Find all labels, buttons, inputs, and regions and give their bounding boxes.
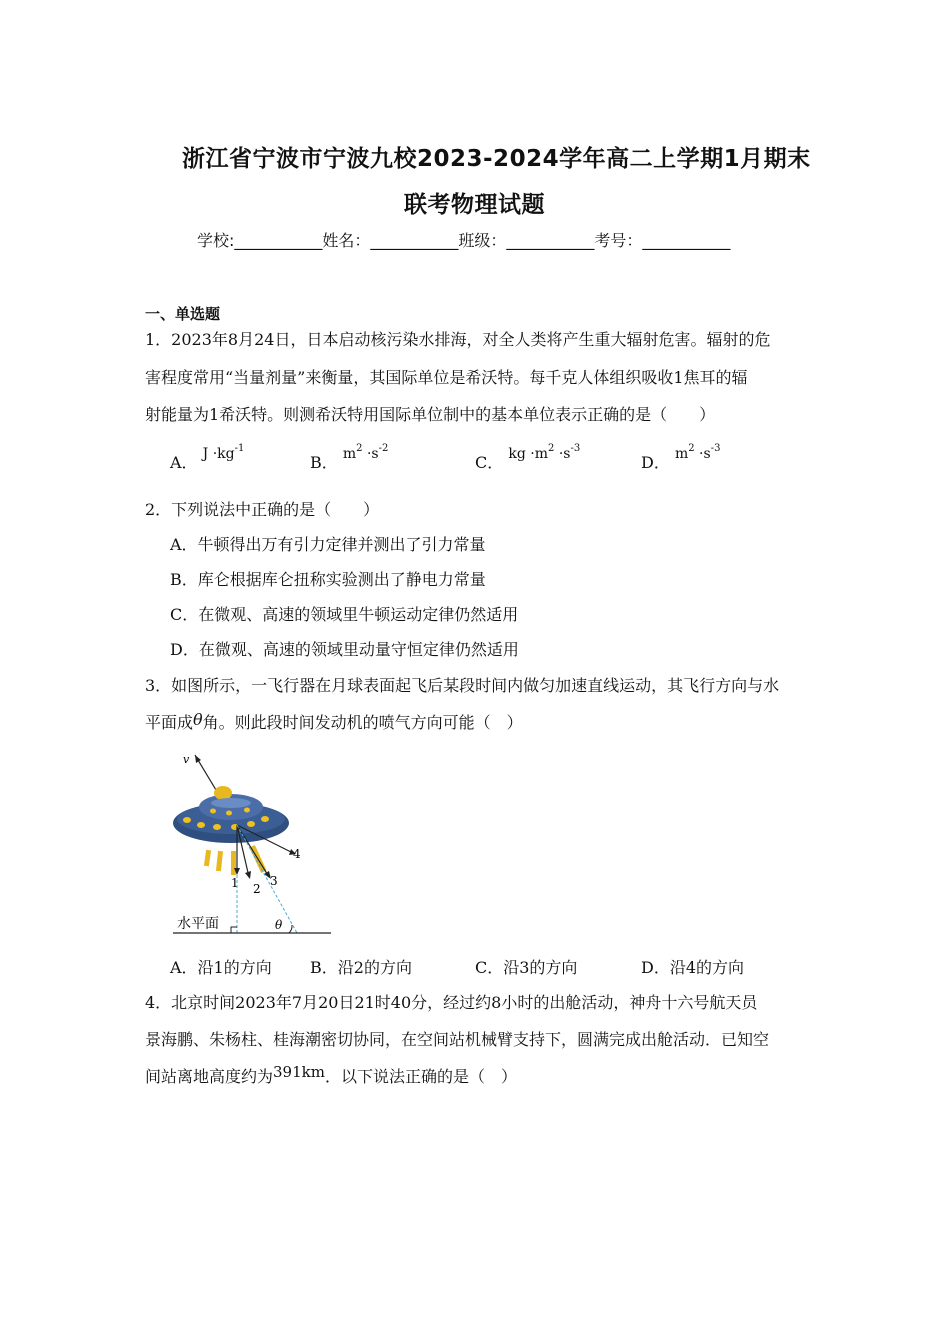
option-letter: B．: [310, 453, 338, 472]
q1-option-a[interactable]: [170, 440, 245, 472]
theta-label: θ: [275, 918, 283, 932]
option-letter: D．: [641, 453, 670, 472]
q4-stem-line3: 间站离地高度约为391km．以下说法正确的是（ ）: [145, 1063, 517, 1086]
theta-arc: [289, 925, 292, 933]
ufo-dome: [214, 786, 232, 800]
option-letter: A．: [170, 453, 198, 472]
arrow-label-4: 4: [293, 847, 301, 861]
option-unit: kg $\cdot m^2 \cdot s^{-3}$: [508, 443, 581, 462]
q3-option-c[interactable]: C．沿3的方向: [475, 958, 578, 977]
v-label: v: [183, 753, 190, 766]
height-value: 391km: [273, 1063, 325, 1081]
right-angle-mark: [231, 927, 237, 933]
section-title: 一、单选题: [145, 305, 221, 323]
ufo-light: [226, 811, 232, 816]
q2-option-b[interactable]: B．库仑根据库仑扭称实验测出了静电力常量: [170, 570, 486, 589]
ufo-light: [197, 822, 205, 828]
flame: [204, 850, 211, 867]
theta-symbol: θ: [193, 710, 203, 729]
q4-stem-line1: 4．北京时间2023年7月20日21时40分，经过约8小时的出舱活动，神舟十六号航天员: [145, 993, 758, 1012]
q1-stem-line1: 1．2023年8月24日，日本启动核污染水排海，对全人类将产生重大辐射危害。辐射的危: [145, 330, 771, 349]
q2-option-c[interactable]: C．在微观、高速的领域里牛顿运动定律仍然适用: [170, 605, 519, 624]
exam-title-line1: 浙江省宁波市宁波九校2023-2024学年高二上学期1月期末: [182, 146, 811, 172]
velocity-arrowhead: [195, 755, 201, 763]
ufo-light: [244, 808, 250, 813]
ufo-light: [261, 816, 269, 822]
option-letter: C．: [475, 453, 504, 472]
ufo-light: [247, 821, 255, 827]
exam-title-line2: 联考物理试题: [404, 192, 545, 218]
q3-option-a[interactable]: A．沿1的方向: [170, 958, 272, 977]
q1-option-d[interactable]: [641, 440, 721, 472]
q3-stem-line2: 平面成θ角。则此段时间发动机的喷气方向可能（ ）: [145, 710, 523, 732]
flame: [231, 851, 236, 875]
arrow-label-2: 2: [253, 882, 261, 896]
q1-option-c[interactable]: [475, 440, 581, 472]
q4-stem-line2: 景海鹏、朱杨柱、桂海潮密切协同，在空间站机械臂支持下，圆满完成出舱活动．已知空: [145, 1030, 770, 1049]
q2-option-d[interactable]: D．在微观、高速的领域里动量守恒定律仍然适用: [170, 640, 519, 659]
option-unit: $m^2 \cdot s^{-2}$: [342, 443, 389, 462]
q3-option-d[interactable]: D．沿4的方向: [641, 958, 745, 977]
q2-stem: 2．下列说法中正确的是（ ）: [145, 500, 380, 519]
ufo-light: [213, 824, 221, 830]
flame: [216, 851, 223, 871]
ground-label: 水平面: [177, 916, 219, 932]
arrow-label-3: 3: [270, 874, 278, 888]
ufo-light: [183, 817, 191, 823]
ufo-light: [210, 809, 216, 814]
ufo-figure: [165, 745, 335, 940]
q2-option-a[interactable]: A．牛顿得出万有引力定律并测出了引力常量: [170, 535, 486, 554]
q3-option-b[interactable]: B．沿2的方向: [310, 958, 412, 977]
q1-option-b[interactable]: [310, 440, 389, 472]
q1-stem-line2: 害程度常用“当量剂量”来衡量，其国际单位是希沃特。每千克人体组织吸收1焦耳的辐: [145, 368, 748, 387]
option-unit: $J \cdot kg^{-1}$: [202, 443, 245, 462]
student-info-line: 学校:___________姓名：___________班级：___________考号：___________: [197, 231, 731, 250]
q1-stem-line3: 射能量为1希沃特。则测希沃特用国际单位制中的基本单位表示正确的是（ ）: [145, 405, 716, 424]
option-unit: $m^2 \cdot s^{-3}$: [674, 443, 721, 462]
arrow-label-1: 1: [231, 876, 239, 890]
q3-stem-line1: 3．如图所示，一飞行器在月球表面起飞后某段时间内做匀加速直线运动，其飞行方向与水: [145, 676, 780, 695]
